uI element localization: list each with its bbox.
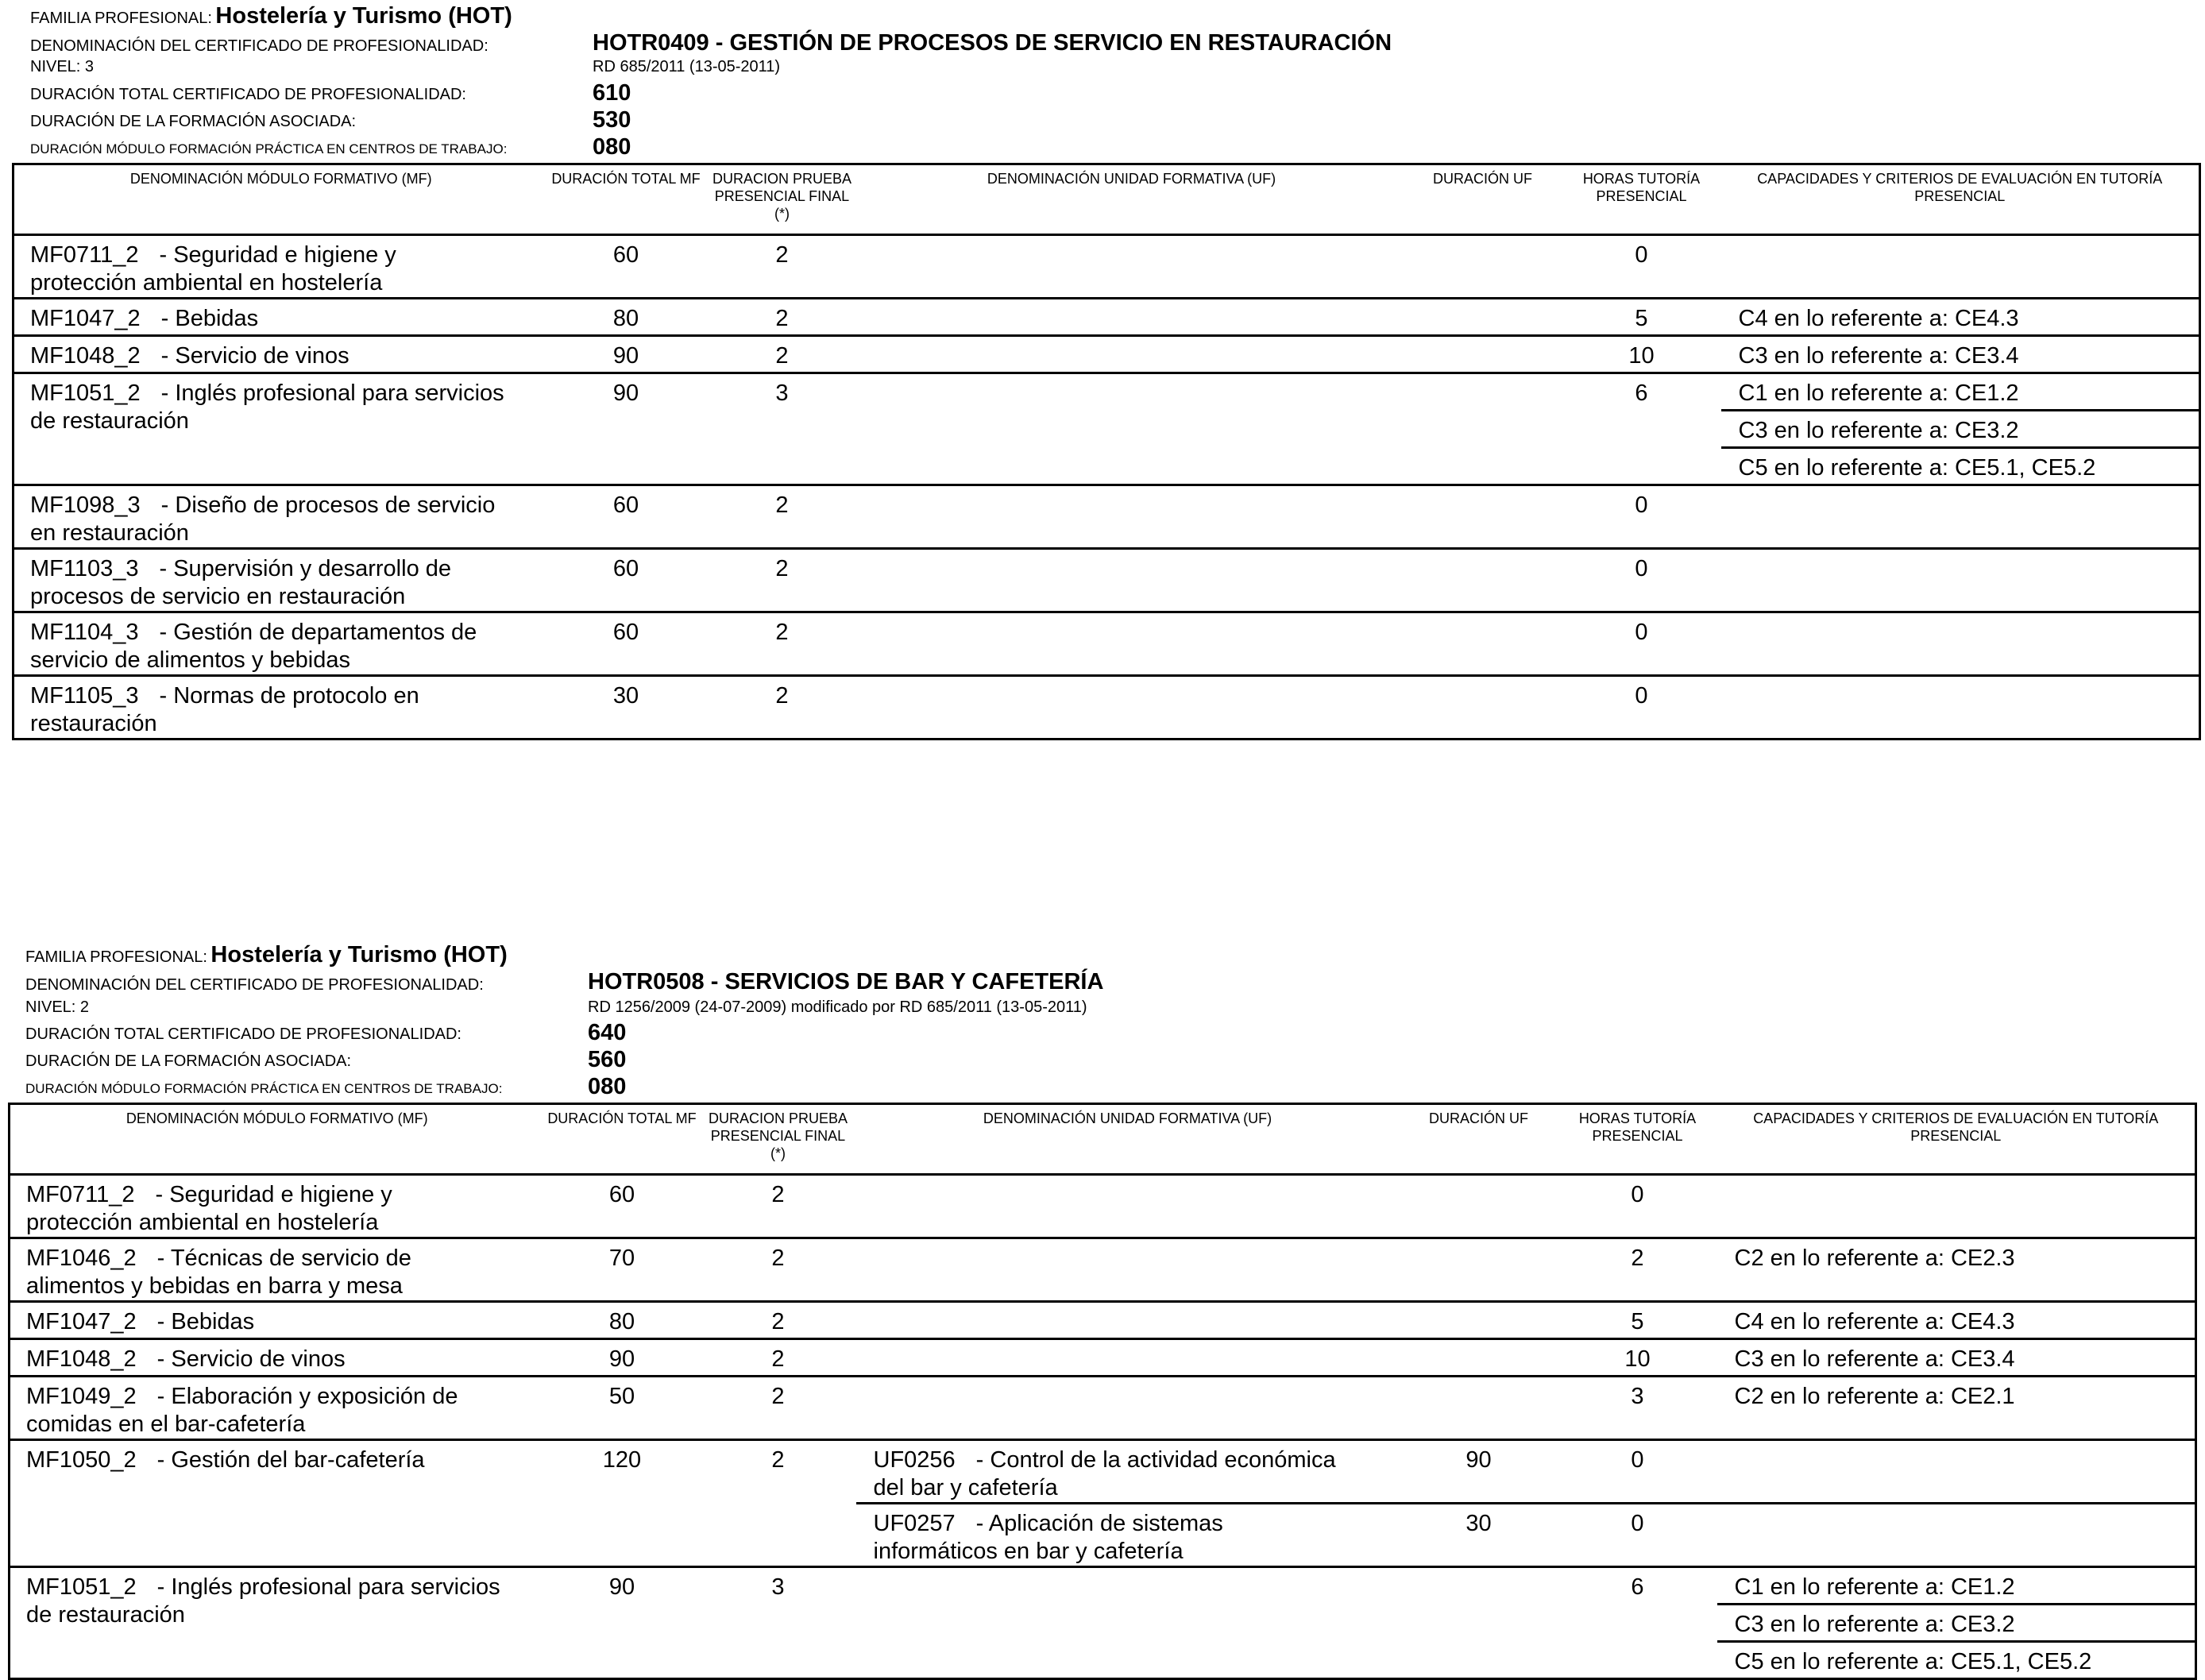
criterios-cell: C3 en lo referente a: CE3.4 [1721,336,2200,373]
header-uf: DENOMINACIÓN UNIDAD FORMATIVA (UF) [856,1104,1400,1175]
uf-cell [856,1302,1400,1339]
header-duracion-uf: DURACIÓN UF [1404,164,1562,235]
mf-cell [10,1339,544,1377]
mf-cell [14,373,548,485]
criterios-cell [1721,549,2200,612]
mf-name-cont: de restauración [30,408,189,434]
horas-tutoria: 5 [1558,1302,1717,1339]
familia-value: Hostelería y Turismo (HOT) [215,3,512,29]
criterios-cell: C4 en lo referente a: CE4.3 [1717,1302,2196,1339]
mf-code: MF1105_3 [30,683,139,709]
mf-cell [14,336,548,373]
mf-duracion: 50 [544,1377,701,1440]
mf-name: - Gestión del bar-cafetería [156,1447,425,1473]
mf-name-cont: de restauración [26,1602,185,1628]
horas-tutoria: 0 [1562,485,1721,549]
mf-duracion: 60 [548,612,705,676]
uf-name: - Aplicación de sistemas [975,1511,1223,1536]
header-horas: HORAS TUTORÍA PRESENCIAL [1558,1104,1717,1175]
mf-cell [14,612,548,676]
mf-cell [10,1377,544,1440]
table-row [10,1440,2196,1504]
nivel: NIVEL: 3 [30,58,95,75]
denominacion-label: DENOMINACIÓN DEL CERTIFICADO DE PROFESIONALIDAD: [25,976,484,994]
horas-tutoria: 0 [1631,1182,1644,1207]
familia-line [25,944,508,967]
header-duracion-uf: DURACIÓN UF [1400,1104,1558,1175]
criterios-cell [1721,485,2200,549]
table-row [10,1339,2196,1377]
mf-name-cont: servicio de alimentos y bebidas [30,647,350,673]
mf-prueba: 3 [701,1567,856,1679]
horas-tutoria: 3 [1558,1377,1717,1440]
mf-prueba: 2 [705,485,860,549]
uf-duracion [1404,336,1562,373]
criterios-cell: C1 en lo referente a: CE1.2 [1717,1567,2196,1605]
mf-code: MF1050_2 [26,1447,137,1473]
mf-name-cont: comidas en el bar-cafetería [26,1412,306,1437]
uf-cell [856,1440,1400,1504]
mf-duracion: 120 [544,1440,701,1567]
duracion-total-label: DURACIÓN TOTAL CERTIFICADO DE PROFESIONALIDAD: [25,1025,461,1043]
mf-prueba: 2 [701,1302,856,1339]
uf-cell [860,235,1404,299]
horas-tutoria: 0 [1558,1440,1717,1504]
criterios-cell [1717,1175,2196,1238]
header-duracion-mf: DURACIÓN TOTAL MF [544,1104,701,1175]
horas-tutoria: 10 [1562,336,1721,373]
duracion-total-value: 610 [593,80,631,106]
table-row [14,549,2200,612]
rd-reference: RD 685/2011 (13-05-2011) [593,58,781,75]
mf-name: - Inglés profesional para servicios [160,380,504,406]
duracion-practica-value: 080 [588,1074,627,1099]
mf-cell [10,1238,544,1302]
rd-reference: RD 1256/2009 (24-07-2009) modificado por RD 685/2011 (13-05-2011) [588,998,1087,1016]
uf-duracion [1400,1567,1558,1679]
uf-name-cont: del bar y cafetería [873,1475,1058,1500]
certificado-title: HOTR0508 - SERVICIOS DE BAR Y CAFETERÍA [588,969,1104,994]
criterios-cell [1717,1504,2196,1567]
mf-prueba: 2 [701,1377,856,1440]
certificado-title: HOTR0409 - GESTIÓN DE PROCESOS DE SERVICIO EN RESTAURACIÓN [593,30,1392,56]
uf-duracion [1404,235,1562,299]
uf-duracion: 90 [1400,1440,1558,1504]
duracion-total-value: 640 [588,1020,627,1045]
mf-duracion: 30 [548,676,705,740]
table-row [10,1377,2196,1440]
table-row [14,612,2200,676]
horas-tutoria: 10 [1558,1339,1717,1377]
mf-duracion: 60 [548,549,705,612]
table-header-row [14,164,2200,235]
mf-code: MF1103_3 [30,556,139,581]
duracion-practica-label: DURACIÓN MÓDULO FORMACIÓN PRÁCTICA EN CENTROS DE TRABAJO: [30,141,508,156]
mf-name: - Supervisión y desarrollo de [159,556,452,581]
denominacion-label: DENOMINACIÓN DEL CERTIFICADO DE PROFESIONALIDAD: [30,37,488,55]
horas-tutoria: 0 [1562,549,1721,612]
uf-cell [860,373,1404,485]
mf-code: MF1047_2 [30,306,141,331]
mf-name-cont: restauración [30,711,157,736]
mf-duracion: 90 [548,373,705,485]
table-row [14,373,2200,411]
modules-table [12,163,2201,740]
mf-name: - Bebidas [160,306,259,331]
table-row [10,1175,2196,1238]
uf-duracion [1400,1238,1558,1302]
uf-code: UF0257 [873,1511,956,1536]
mf-duracion: 90 [544,1567,701,1679]
mf-prueba: 2 [705,549,860,612]
table-row [14,676,2200,740]
criterios-cell: C2 en lo referente a: CE2.1 [1717,1377,2196,1440]
mf-prueba: 2 [705,336,860,373]
header-horas: HORAS TUTORÍA PRESENCIAL [1562,164,1721,235]
uf-cell [856,1339,1400,1377]
mf-prueba: 2 [701,1440,856,1567]
table-row [10,1302,2196,1339]
criterios-cell: C1 en lo referente a: CE1.2 [1721,373,2200,411]
mf-cell [14,549,548,612]
mf-duracion: 60 [608,1182,635,1207]
mf-code: MF1051_2 [30,380,141,406]
header-duracion-mf: DURACIÓN TOTAL MF [548,164,705,235]
mf-cell [10,1440,544,1567]
header-capacidades: CAPACIDADES Y CRITERIOS DE EVALUACIÓN EN TUTORÍA PRESENCIAL [1721,164,2200,235]
uf-duracion [1404,485,1562,549]
uf-duracion [1404,373,1562,485]
mf-duracion: 90 [544,1339,701,1377]
mf-duracion: 60 [548,485,705,549]
uf-duracion [1400,1175,1558,1238]
uf-duracion [1400,1339,1558,1377]
mf-cell [10,1302,544,1339]
criterios-cell [1721,676,2200,740]
duracion-practica-value: 080 [593,134,631,160]
mf-name: - Bebidas [156,1309,255,1334]
uf-duracion [1404,676,1562,740]
criterios-cell: C4 en lo referente a: CE4.3 [1721,299,2200,336]
mf-name: - Inglés profesional para servicios [156,1574,500,1600]
horas-tutoria: 6 [1562,373,1721,485]
mf-duracion: 90 [548,336,705,373]
duracion-formacion-value: 560 [588,1047,627,1072]
uf-cell [860,299,1404,336]
nivel: NIVEL: 2 [25,998,90,1016]
uf-code: UF0256 [873,1447,956,1473]
mf-code: MF1046_2 [26,1246,137,1271]
mf-prueba: 2 [705,612,860,676]
criterios-cell: C5 en lo referente a: CE5.1, CE5.2 [1717,1642,2196,1679]
header-prueba: DURACION PRUEBA PRESENCIAL FINAL (*) [705,164,860,235]
horas-tutoria: 0 [1558,1504,1717,1567]
duracion-formacion-label: DURACIÓN DE LA FORMACIÓN ASOCIADA: [25,1052,352,1070]
mf-name: - Diseño de procesos de servicio [160,492,496,518]
mf-code: MF1049_2 [26,1384,137,1409]
mf-duracion: 80 [544,1302,701,1339]
table-row [14,299,2200,336]
uf-duracion [1400,1302,1558,1339]
mf-name: - Seguridad e higiene y [155,1182,392,1207]
header-mf: DENOMINACIÓN MÓDULO FORMATIVO (MF) [14,164,548,235]
mf-prueba: 2 [701,1238,856,1302]
horas-tutoria: 0 [1562,612,1721,676]
uf-duracion [1400,1377,1558,1440]
mf-cell [14,235,548,299]
mf-cell [10,1175,544,1238]
modules-table [8,1103,2197,1680]
mf-name-cont: en restauración [30,520,189,546]
mf-code: MF1048_2 [26,1346,137,1372]
mf-name: - Elaboración y exposición de [156,1384,458,1409]
mf-name-cont: protección ambiental en hostelería [26,1210,379,1235]
mf-code: MF1048_2 [30,343,141,369]
uf-cell [860,336,1404,373]
uf-cell [856,1175,1400,1238]
uf-cell [856,1377,1400,1440]
duracion-practica-label: DURACIÓN MÓDULO FORMACIÓN PRÁCTICA EN CENTROS DE TRABAJO: [25,1081,503,1096]
mf-cell [14,299,548,336]
mf-duracion: 60 [612,242,639,268]
horas-tutoria: 0 [1562,676,1721,740]
mf-name: - Servicio de vinos [160,343,349,369]
mf-prueba: 2 [775,242,789,268]
uf-duracion [1404,549,1562,612]
criterios-cell: C2 en lo referente a: CE2.3 [1717,1238,2196,1302]
uf-duracion [1404,612,1562,676]
table-row [14,235,2200,299]
mf-cell [10,1567,544,1679]
table-row [14,485,2200,549]
mf-code: MF0711_2 [26,1182,135,1207]
uf-name: - Control de la actividad económica [975,1447,1336,1473]
mf-cell [14,676,548,740]
mf-cell [14,485,548,549]
duracion-formacion-value: 530 [593,107,631,133]
header-mf: DENOMINACIÓN MÓDULO FORMATIVO (MF) [10,1104,544,1175]
header-prueba: DURACION PRUEBA PRESENCIAL FINAL (*) [701,1104,856,1175]
header-uf: DENOMINACIÓN UNIDAD FORMATIVA (UF) [860,164,1404,235]
uf-duracion: 30 [1400,1504,1558,1567]
mf-code: MF1051_2 [26,1574,137,1600]
uf-cell [860,612,1404,676]
uf-duracion [1404,299,1562,336]
mf-prueba: 2 [705,676,860,740]
criterios-cell: C3 en lo referente a: CE3.4 [1717,1339,2196,1377]
mf-prueba: 3 [705,373,860,485]
criterios-cell: C5 en lo referente a: CE5.1, CE5.2 [1721,448,2200,485]
uf-cell [860,676,1404,740]
horas-tutoria: 6 [1558,1567,1717,1679]
mf-code: MF1047_2 [26,1309,137,1334]
mf-name: - Seguridad e higiene y [159,242,396,268]
criterios-cell [1721,235,2200,299]
familia-line [30,5,512,28]
mf-prueba: 2 [705,299,860,336]
mf-code: MF0711_2 [30,242,139,268]
criterios-cell [1721,612,2200,676]
table-header-row [10,1104,2196,1175]
table-row [10,1567,2196,1605]
mf-name: - Gestión de departamentos de [159,620,477,645]
uf-name-cont: informáticos en bar y cafetería [873,1539,1184,1564]
uf-cell [860,549,1404,612]
mf-code: MF1098_3 [30,492,141,518]
familia-value: Hostelería y Turismo (HOT) [210,942,508,967]
duracion-formacion-label: DURACIÓN DE LA FORMACIÓN ASOCIADA: [30,113,357,130]
table-row [14,336,2200,373]
familia-label: FAMILIA PROFESIONAL: [30,10,212,27]
mf-name-cont: protección ambiental en hostelería [30,270,383,295]
uf-cell [860,485,1404,549]
mf-duracion: 70 [544,1238,701,1302]
familia-label: FAMILIA PROFESIONAL: [25,948,207,966]
criterios-cell: C3 en lo referente a: CE3.2 [1721,411,2200,448]
criterios-cell: C3 en lo referente a: CE3.2 [1717,1605,2196,1642]
horas-tutoria: 0 [1635,242,1648,268]
mf-prueba: 2 [771,1182,785,1207]
mf-name: - Servicio de vinos [156,1346,346,1372]
table-row [10,1238,2196,1302]
uf-cell [856,1504,1400,1567]
uf-cell [856,1567,1400,1679]
mf-name: - Normas de protocolo en [159,683,419,709]
mf-name-cont: procesos de servicio en restauración [30,584,406,609]
uf-cell [856,1238,1400,1302]
mf-prueba: 2 [701,1339,856,1377]
horas-tutoria: 2 [1558,1238,1717,1302]
header-capacidades: CAPACIDADES Y CRITERIOS DE EVALUACIÓN EN TUTORÍA PRESENCIAL [1717,1104,2196,1175]
mf-code: MF1104_3 [30,620,139,645]
mf-name: - Técnicas de servicio de [156,1246,411,1271]
mf-name-cont: alimentos y bebidas en barra y mesa [26,1273,403,1299]
horas-tutoria: 5 [1562,299,1721,336]
mf-duracion: 80 [548,299,705,336]
criterios-cell [1717,1440,2196,1504]
duracion-total-label: DURACIÓN TOTAL CERTIFICADO DE PROFESIONALIDAD: [30,86,466,103]
